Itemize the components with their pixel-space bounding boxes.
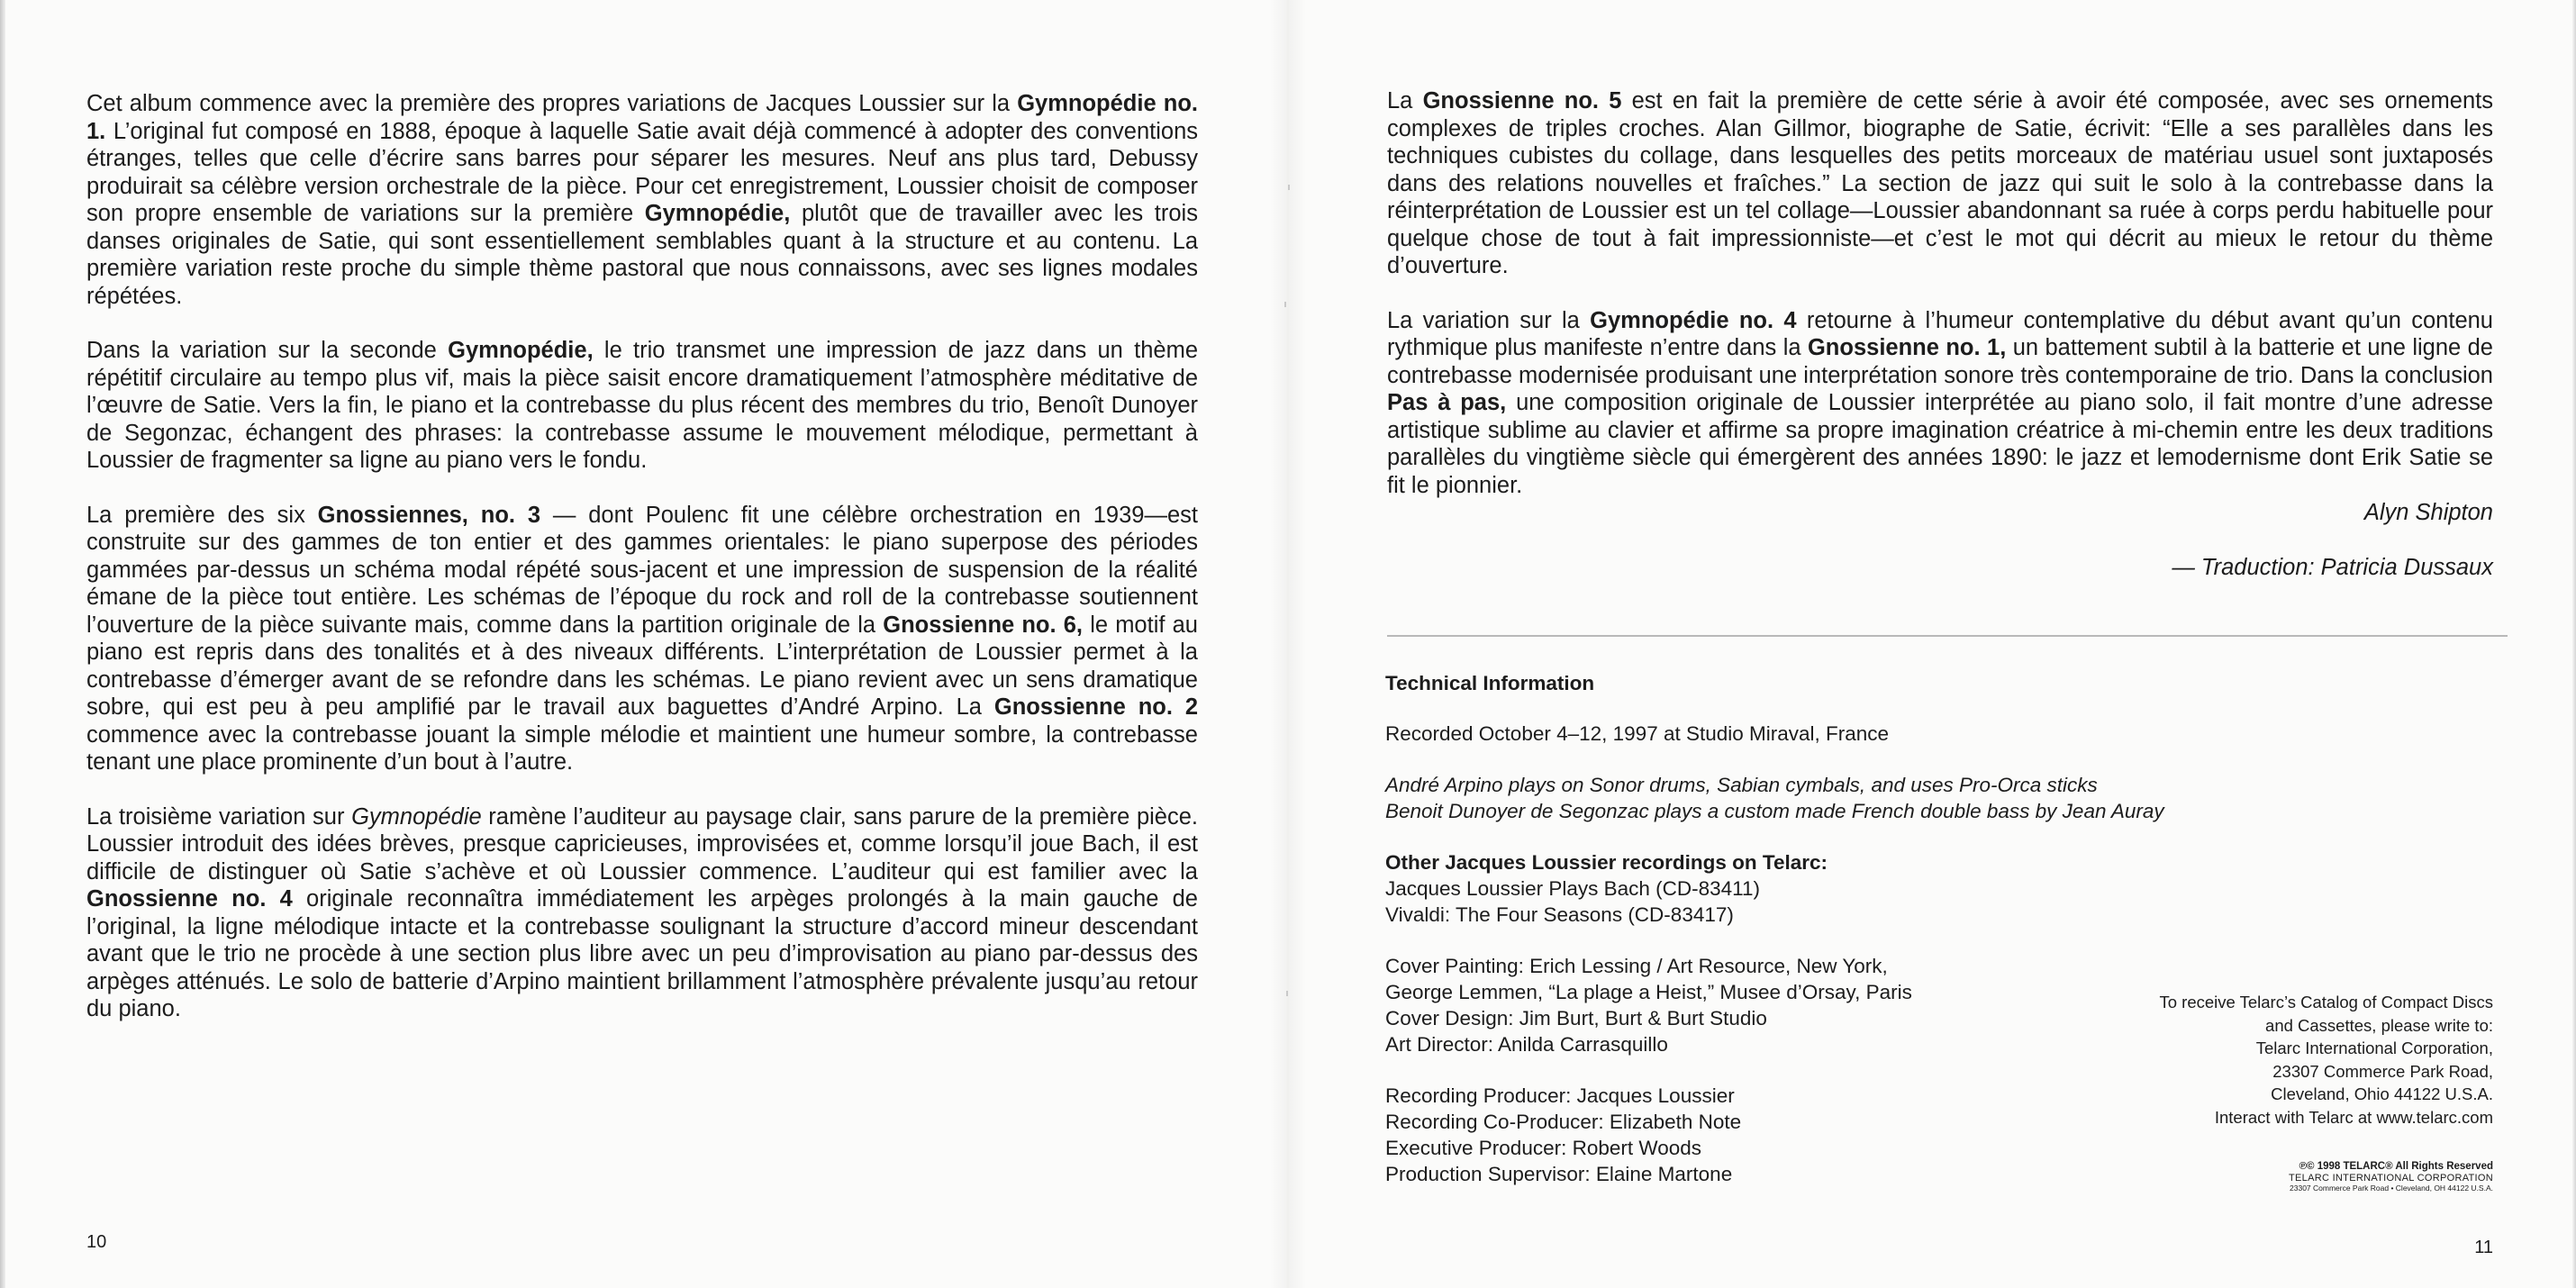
bold-title-run: Pas à pas, [1387, 390, 1507, 415]
text-run: Dans la variation sur la seconde [86, 338, 449, 363]
page-edge [2572, 0, 2576, 1288]
text-run: La variation sur la [1387, 307, 1591, 333]
translator-credit: — Traduction: Patricia Dussaux [2172, 554, 2493, 580]
text-run: plutôt que de travailler avec les trois danses originales de Satie, qui sont essentiellement semblables quant à la structure et au contenu. La première variation reste proche du simple thème pastoral que nous connaissons, avec ses lignes modales répétées. [86, 201, 1198, 309]
right-page-body [1387, 87, 2493, 608]
production-credit: Recording Producer: Jacques Loussier [1385, 1084, 1735, 1107]
bold-title-run: Gnossienne no. 4 [86, 886, 293, 912]
text-run: commence avec la contrebasse jouant la simple mélodie et maintient une humeur sombre, la contrebasse tenant une place prominente d’un bout à l’autre. [86, 721, 1198, 775]
body-paragraph [1387, 87, 2493, 280]
text-run: Cet album commence avec la première des propres variations de Jacques Loussier sur la [86, 91, 1018, 116]
contact-line: To receive Telarc’s Catalog of Compact Discs [2159, 993, 2493, 1011]
telarc-contact [1989, 991, 2493, 1129]
technical-heading: Technical Information [1385, 672, 1595, 694]
right-page-paragraphs [1387, 87, 2493, 499]
left-page-body [86, 90, 1198, 1050]
body-paragraph [1387, 307, 2493, 500]
bold-title-run: Gymnopédie no. 1. [86, 91, 1198, 144]
book-gutter [1270, 0, 1306, 1288]
production-credit: Recording Co-Producer: Elizabeth Note [1385, 1111, 1742, 1133]
body-paragraph [86, 90, 1198, 310]
cover-credit: Cover Design: Jim Burt, Burt & Burt Studio [1385, 1007, 1767, 1029]
contact-line: Telarc International Corporation, [2255, 1039, 2493, 1057]
bold-title-run: Gnossienne no. 1, [1807, 335, 2007, 360]
other-recording-item: Jacques Loussier Plays Bach (CD-83411) [1385, 877, 1761, 900]
bold-title-run: Gymnopédie, [644, 201, 791, 226]
body-paragraph [86, 337, 1198, 475]
cover-credit: Cover Painting: Erich Lessing / Art Resource, New York, [1385, 955, 1888, 977]
copyright-notice [2079, 1160, 2493, 1193]
text-run: ramène l’auditeur au paysage clair, sans parure de la première pièce. Loussier introduit des idées brèves, presque capricieuses, improvisées et, comme lorsqu’il joue Bach, il est difficile de distinguer où Satie s’achève et où Loussier commence. L’auditeur qui est familier avec la [86, 803, 1198, 884]
book-spine-edge [0, 0, 5, 1288]
recording-info: Recorded October 4–12, 1997 at Studio Miraval, France [1385, 722, 1890, 745]
bold-title-run: Gymnopédie no. 4 [1590, 307, 1797, 333]
gutter-speck [1286, 991, 1288, 996]
page-number-left: 10 [86, 1232, 107, 1252]
copyright-address: 23307 Commerce Park Road • Cleveland, OH 44122 U.S.A. [2290, 1184, 2493, 1193]
text-run: — dont Poulenc fit une célèbre orchestration en 1939—est construite sur des gammes de ton entier et des gammes orientales: le piano superpose des périodes gammées par-dessus un schéma modal répété sous-jacent et une impression de suspension de la réalité émane de la pièce tout entière. Les schémas de l’époque du rock and roll de la contrebasse soutiennent l’ouverture de la pièce suivante mais, comme dans la partition originale de la [86, 502, 1198, 638]
text-run: La [1387, 88, 1423, 113]
text-run: La première des six [86, 502, 318, 528]
text-run: le motif au piano est repris dans des tonalités et à des niveaux différents. L’interprétation de Loussier permet à la contrebasse d’émerger avant de se refondre dans les schémas. Le piano revient avec un sens dramatique sobre, qui est peu à peu amplifié par le travail aux baguettes d’André Arpino. La [86, 612, 1198, 720]
contact-line: 23307 Commerce Park Road, [2272, 1061, 2493, 1081]
body-paragraph [86, 502, 1198, 776]
gutter-speck [1288, 185, 1290, 190]
cover-credit: Art Director: Anilda Carrasquillo [1385, 1033, 1668, 1056]
page-number-right: 11 [2474, 1238, 2493, 1257]
other-recording-item: Vivaldi: The Four Seasons (CD-83417) [1385, 903, 1734, 926]
production-credit: Executive Producer: Robert Woods [1385, 1137, 1702, 1159]
author-signature: Alyn Shipton [2363, 500, 2493, 525]
contact-line: Cleveland, Ohio 44122 U.S.A. [2271, 1084, 2493, 1103]
body-paragraph [86, 803, 1198, 1023]
text-run: originale reconnaîtra immédiatement les arpèges prolongés à la main gauche de l’original, la ligne mélodique intacte et la contrebasse soulignant la structure d’accord mineur descendant avant que le trio ne procède à une section plus libre avec un peu d’improvisation au piano par-dessus des arpèges atténués. Le solo de batterie d’Arpino maintient brillamment l’atmosphère prévalente jusqu’au retour du piano. [86, 886, 1198, 1021]
bold-title-run: Gymnopédie, [448, 338, 594, 363]
other-recordings-heading: Other Jacques Loussier recordings on Telarc: [1385, 851, 1828, 874]
italic-title-run: Gymnopédie [351, 803, 482, 830]
cover-credit: George Lemmen, “La plage a Heist,” Musee d’Orsay, Paris [1385, 981, 1912, 1003]
text-run: La troisième variation sur [86, 803, 352, 830]
copyright-company: TELARC INTERNATIONAL CORPORATION [2289, 1173, 2493, 1184]
section-divider [1387, 635, 2508, 637]
production-credit: Production Supervisor: Elaine Martone [1385, 1163, 1733, 1185]
bold-title-run: Gnossienne no. 6, [883, 612, 1084, 638]
text-run: une composition originale de Loussier interprétée au piano solo, il fait montre d’une adresse artistique sublime au clavier et affirme sa propre imagination créatrice à mi-chemin entre les deux traditions parallèles du vingtième siècle qui émergèrent des années 1890: le jazz et lemodernisme dont Erik Satie se fit le pionnier. [1387, 390, 2494, 498]
text-run: est en fait la première de cette série à avoir été composée, avec ses ornements complexes de triples croches. Alan Gillmor, biographe de Satie, écrivit: “Elle a ses parallèles dans les techniques cubistes du collage, dans lesquelles des petits morceaux de matériau usuel sont juxtaposés dans des relations nouvelles et fraîches.” La section de jazz qui suit le solo à la contrebasse dans la réinterprétation de Loussier est un tel collage—Loussier abandonnant sa ruée à corps perdu habituelle pour quelque chose de tout à fait impressionniste—et c’est le mot qui décrit au mieux le retour du thème d’ouverture. [1387, 88, 2493, 278]
contact-line: Interact with Telarc at www.telarc.com [2214, 1107, 2493, 1127]
text-run: un battement subtil à la batterie et une ligne de contrebasse modernisée produisant une interprétation sonore très contemporaine de trio. Dans la conclusion [1387, 335, 2493, 388]
gutter-speck [1284, 302, 1286, 307]
text-run: L’original fut composé en 1888, époque à laquelle Satie avait déjà commencé à adopter des conventions étranges, telles que celle d’écrire sans barres pour séparer les mesures. Neuf ans plus tard, Debussy produirait sa célèbre version orchestrale de la pièce. Pour cet enregistrement, Loussier choisit de composer son propre ensemble de variations sur la première [86, 118, 1198, 226]
bold-title-run: Gnossiennes, no. 3 [317, 502, 541, 528]
copyright-line: ℗© 1998 TELARC® All Rights Reserved [2299, 1161, 2493, 1172]
text-run: retourne à l’humeur contemplative du début avant qu’un contenu rythmique plus manifeste n’entre dans la [1387, 307, 2493, 360]
instrument-note: André Arpino plays on Sonor drums, Sabian cymbals, and uses Pro-Orca sticks [1385, 774, 2098, 796]
bold-title-run: Gnossienne no. 2 [993, 694, 1199, 720]
bold-title-run: Gnossienne no. 5 [1422, 88, 1622, 113]
text-run: le trio transmet une impression de jazz dans un thème répétitif circulaire au tempo plus vif, mais la pièce saisit encore dramatiquement l’atmosphère méditative de l’œuvre de Satie. Vers la fin, le piano et la contrebasse du plus récent des membres du trio, Benoît Dunoyer de Segonzac, échangent des phrases: la contrebasse assume le mouvement mélodique, permettant à Loussier de fragmenter sa ligne au piano vers le fondu. [86, 338, 1198, 473]
contact-line: and Cassettes, please write to: [2265, 1015, 2493, 1035]
instrument-note: Benoit Dunoyer de Segonzac plays a custom made French double bass by Jean Auray [1385, 800, 2164, 822]
